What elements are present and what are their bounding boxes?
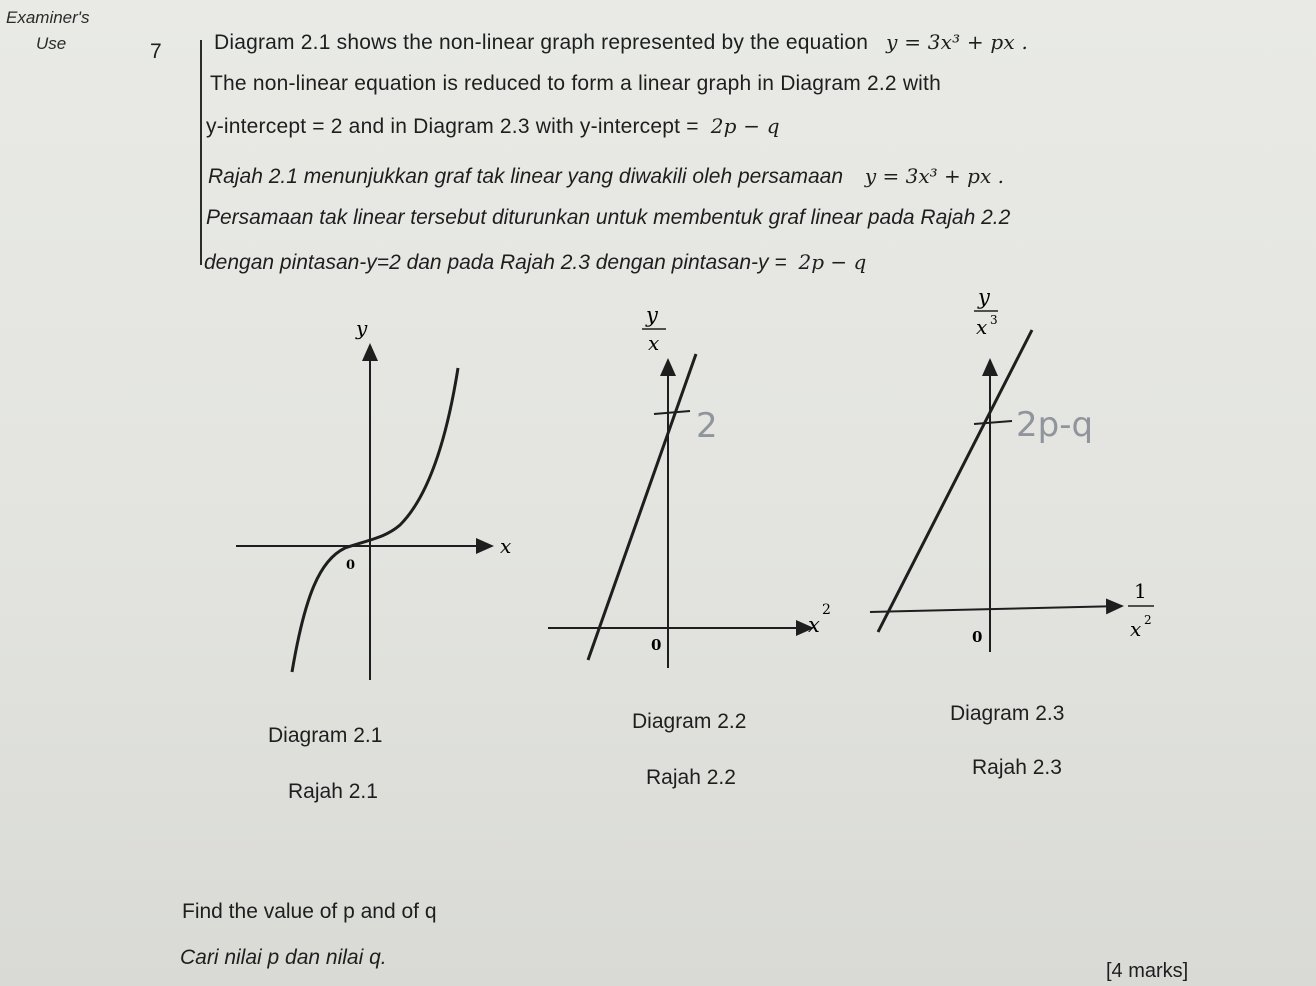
d1-y-label: y (356, 316, 368, 340)
d2-y-den: x (648, 331, 660, 355)
d3-y-den-exp: 3 (990, 313, 998, 327)
marks-label: [4 marks] (1106, 960, 1189, 982)
d2-line (588, 354, 696, 660)
caption-rajah-2-3: Rajah 2.3 (972, 756, 1062, 779)
question-en-line1-text: Diagram 2.1 shows the non-linear graph represented by the equation (214, 31, 869, 54)
caption-diagram-2-3: Diagram 2.3 (950, 702, 1065, 725)
intercept-en: 2p − q (710, 114, 780, 138)
d2-intercept-tick (654, 411, 690, 414)
d1-x-label: x (500, 534, 512, 558)
d3-x-den-exp: 2 (1144, 613, 1152, 627)
d3-origin: 0 (972, 628, 983, 646)
task-find-ms: Cari nilai p dan nilai q. (180, 946, 387, 969)
d3-x-den: x (1130, 617, 1142, 641)
diagram-2-1 (236, 316, 511, 680)
question-en-line3-text: y-intercept = 2 and in Diagram 2.3 with y-intercept = (206, 115, 699, 138)
caption-diagram-2-2: Diagram 2.2 (632, 710, 747, 733)
d3-x-num: 1 (1134, 579, 1147, 603)
question-ms-line1-text: Rajah 2.1 menunjukkan graf tak linear yang diwakili oleh persamaan (208, 165, 844, 188)
intercept-ms: 2p − q (798, 250, 867, 274)
diagram-2-2 (548, 303, 831, 668)
equation-ms: y = 3x³ + px . (864, 164, 1004, 188)
question-en-line2: The non-linear equation is reduced to form a linear graph in Diagram 2.2 with (210, 72, 941, 95)
question-number: 7 (150, 40, 162, 63)
d3-x-axis (870, 606, 1122, 612)
task-find-en: Find the value of p and of q (182, 900, 437, 923)
d2-x-exp: 2 (822, 602, 831, 618)
d3-handwritten-2p-q: 2p-q (1016, 405, 1094, 445)
d1-cubic-curve (292, 368, 458, 672)
diagram-2-3 (870, 285, 1154, 652)
d3-intercept-tick (974, 421, 1012, 424)
d3-y-num: y (978, 285, 990, 309)
caption-rajah-2-1: Rajah 2.1 (288, 780, 378, 803)
d1-origin: 0 (346, 558, 356, 573)
equation-en: y = 3x³ + px . (886, 30, 1029, 54)
d2-handwritten-2: 2 (696, 406, 718, 446)
examiners-label: Examiner's (6, 8, 90, 27)
d2-x-label: x (808, 613, 820, 637)
question-ms-line3-text: dengan pintasan-y=2 dan pada Rajah 2.3 dengan pintasan-y = (204, 251, 787, 274)
d2-y-num: y (646, 303, 658, 327)
question-ms-line2: Persamaan tak linear tersebut diturunkan untuk membentuk graf linear pada Rajah 2.2 (206, 206, 1011, 229)
use-label: Use (36, 34, 67, 53)
d3-line (878, 330, 1032, 632)
d2-origin: 0 (651, 636, 662, 654)
d3-y-den: x (976, 315, 988, 339)
caption-diagram-2-1: Diagram 2.1 (268, 724, 383, 747)
caption-rajah-2-2: Rajah 2.2 (646, 766, 736, 789)
